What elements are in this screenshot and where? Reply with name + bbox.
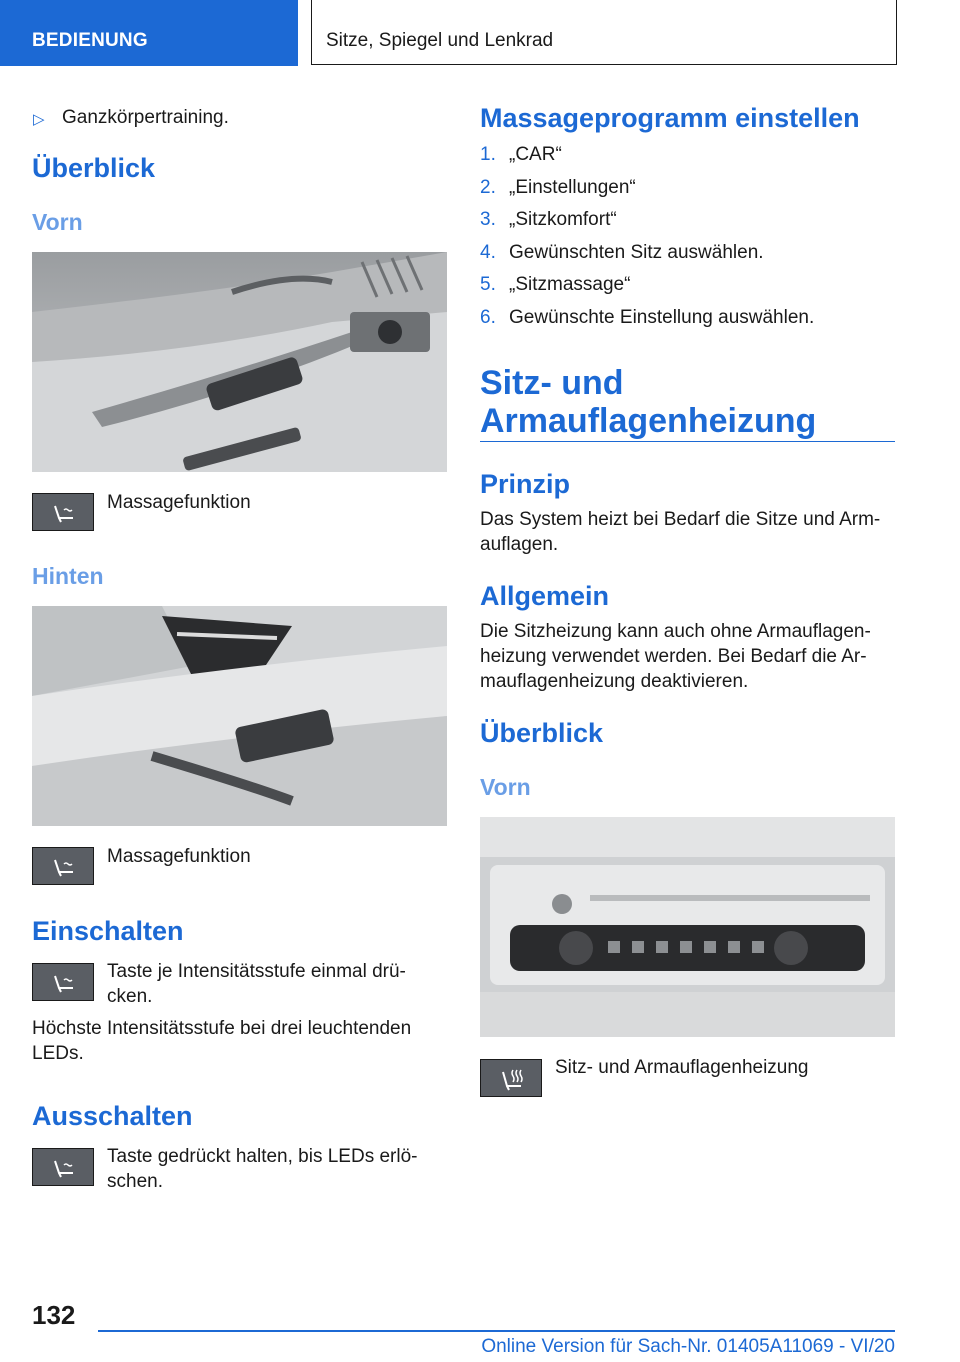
front-heading: Vorn xyxy=(32,209,83,235)
general-heading: Allgemein xyxy=(480,581,610,611)
bullet-item xyxy=(33,106,45,132)
massage-button-icon-rear xyxy=(32,847,94,885)
rear-caption: Massagefunktion xyxy=(107,846,251,867)
overview-heading-right: Überblick xyxy=(480,718,604,748)
climate-panel-photo xyxy=(480,817,895,1037)
list-item: 6. Gewünschte Einstellung auswählen. xyxy=(480,306,815,328)
rear-heading: Hinten xyxy=(32,563,104,589)
switch-off-heading: Ausschalten xyxy=(32,1101,193,1131)
principle-heading: Prinzip xyxy=(480,469,571,499)
step-list xyxy=(480,142,814,337)
switch-on-step: Taste je Intensitätsstufe einmal drü- cken. xyxy=(107,961,406,1007)
header-chapter-label: Sitze, Spiegel und Lenkrad xyxy=(326,30,554,51)
list-item: 2. „Einstellungen“ xyxy=(480,176,636,198)
massage-program-heading: Massageprogramm einstellen xyxy=(480,103,860,133)
bullet-text: Ganzkörpertraining. xyxy=(62,107,229,128)
massage-button-icon-off xyxy=(32,1148,94,1186)
front-door-photo xyxy=(32,252,447,472)
triangle-bullet-icon: ▷ xyxy=(33,111,45,128)
massage-button-icon-on xyxy=(32,963,94,1001)
heating-caption: Sitz- und Armauflagenheizung xyxy=(555,1057,809,1078)
header-chapter-box xyxy=(311,0,897,65)
page-number: 132 xyxy=(32,1300,76,1330)
list-item: 4. Gewünschten Sitz auswählen. xyxy=(480,241,764,263)
switch-on-note: Höchste Intensitätsstufe bei drei leuchtenden LEDs. xyxy=(32,1018,412,1064)
header-section-label: BEDIENUNG xyxy=(32,30,148,51)
general-text: Die Sitzheizung kann auch ohne Armauflagen- heizung verwendet werden. Bei Bedarf die Ar- mauflagenheizung deaktivieren. xyxy=(480,621,871,692)
list-item: 5. „Sitzmassage“ xyxy=(480,274,631,295)
overview-heading: Überblick xyxy=(32,153,156,183)
footer-rule xyxy=(98,1330,895,1332)
switch-off-step: Taste gedrückt halten, bis LEDs erlö- schen. xyxy=(107,1146,418,1192)
rear-door-photo xyxy=(32,606,447,826)
front-caption: Massagefunktion xyxy=(107,492,251,513)
massage-button-icon xyxy=(32,493,94,531)
heading-rule xyxy=(480,441,895,442)
switch-on-heading: Einschalten xyxy=(32,916,184,946)
list-item: 1. „CAR“ xyxy=(480,144,562,165)
seat-heating-icon xyxy=(480,1059,542,1097)
footer-online-version: Online Version für Sach-Nr. 01405A11069 - VI/20 xyxy=(481,1336,895,1357)
heating-heading: Sitz- und Armauflagenheizung xyxy=(480,364,817,440)
front-heading-right: Vorn xyxy=(480,774,531,800)
list-item: 3. „Sitzkomfort“ xyxy=(480,209,617,230)
header-section-tab xyxy=(0,0,298,66)
principle-text: Das System heizt bei Bedarf die Sitze und Arm- auflagen. xyxy=(480,509,881,555)
